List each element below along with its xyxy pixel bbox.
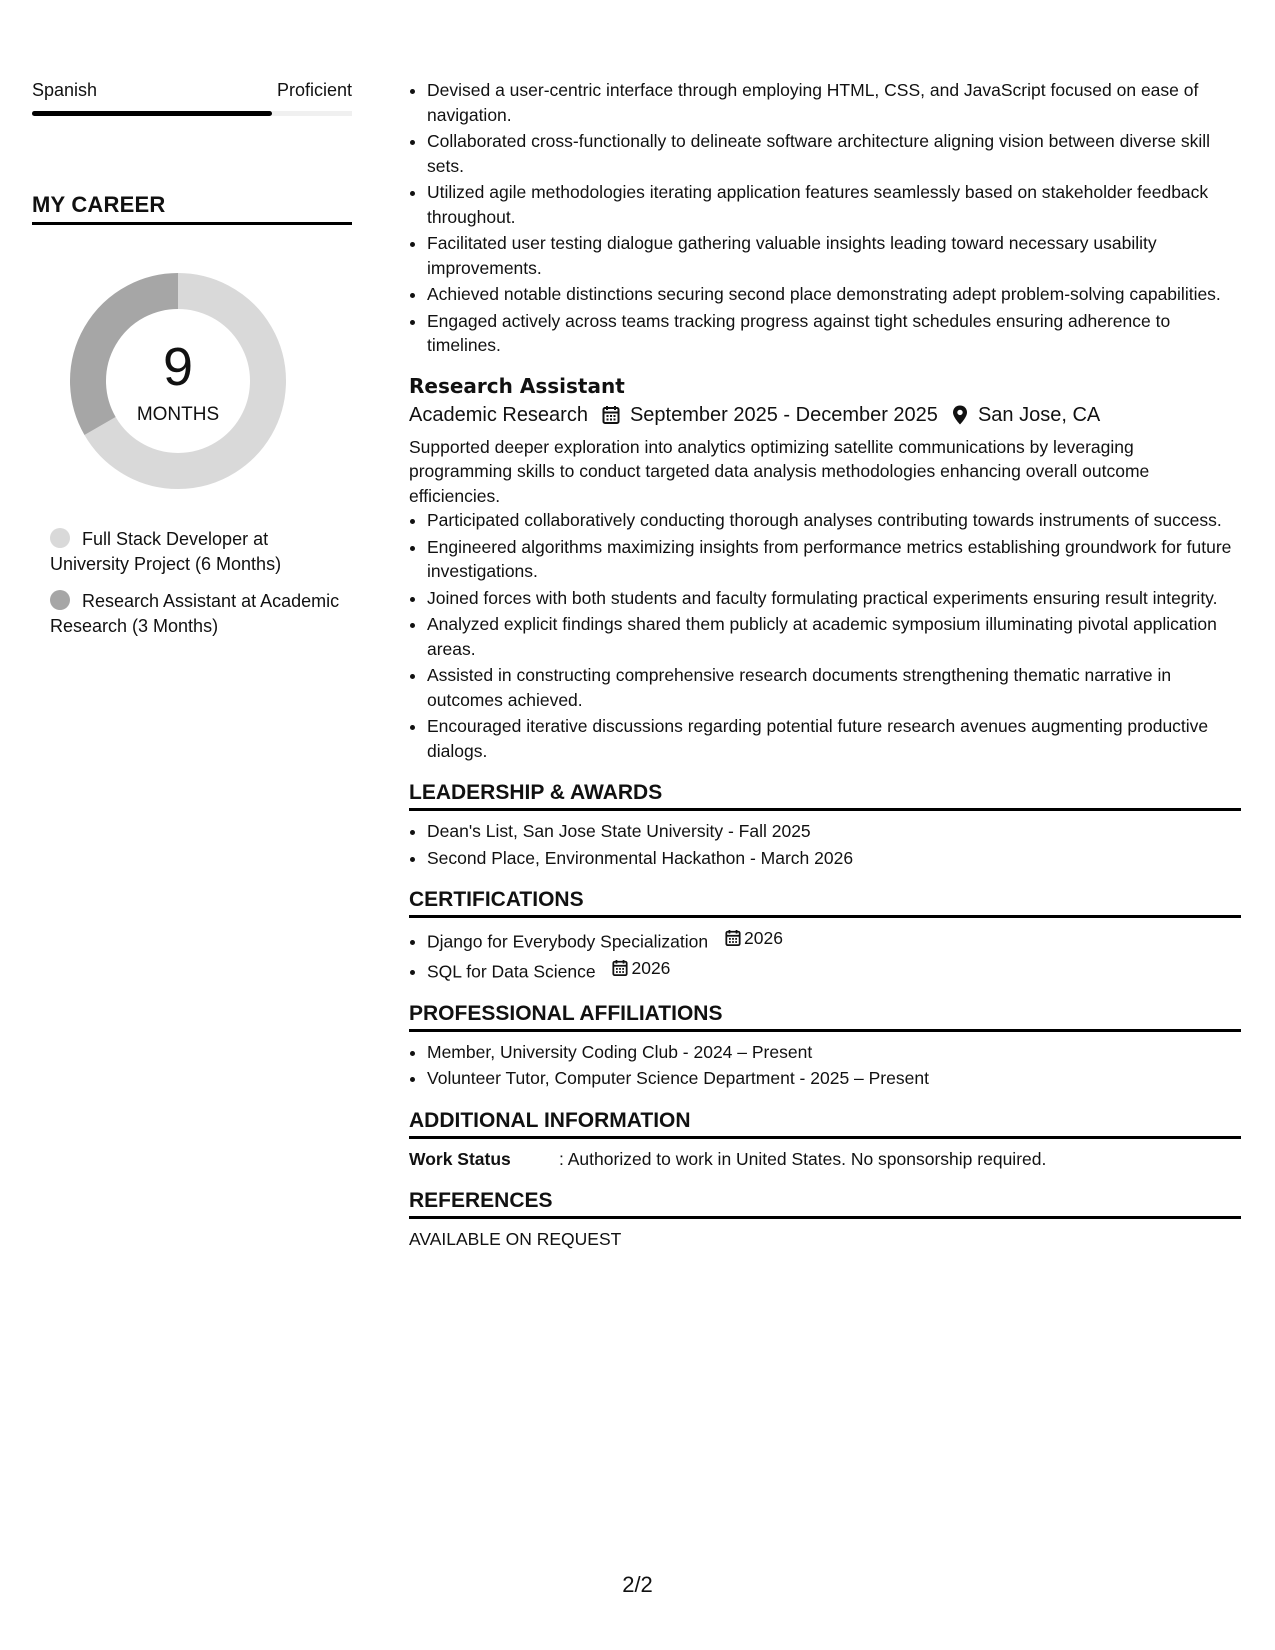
list-item <box>427 956 1241 984</box>
list-item: • Collaborated cross-functionally to delineate software architecture aligning vision between diverse skill sets. <box>427 129 1241 178</box>
calendar-icon <box>725 929 741 947</box>
awards-list <box>409 819 1241 870</box>
left-column <box>32 78 352 651</box>
certifications-heading: CERTIFICATIONS <box>409 888 1241 918</box>
job-bullets <box>409 508 1241 763</box>
legend-label: Full Stack Developer at University Project (6 Months) <box>50 529 282 574</box>
language-name: Spanish <box>32 80 98 100</box>
certification-name: SQL for Data Science <box>427 961 596 981</box>
calendar-icon <box>602 405 620 425</box>
career-donut-chart <box>64 267 292 495</box>
page-number: 2/2 <box>622 1572 653 1597</box>
career-heading: MY CAREER <box>32 192 352 225</box>
list-item: • Participated collaboratively conducting thorough analyses contributing towards instruments of success. <box>427 508 1241 533</box>
job-title: Research Assistant <box>409 373 625 398</box>
list-item: • Devised a user-centric interface through employing HTML, CSS, and JavaScript focused on ease of navigation. <box>427 78 1241 127</box>
list-item <box>427 926 1241 954</box>
location-pin-icon <box>952 405 968 425</box>
list-item: • Second Place, Environmental Hackathon - March 2026 <box>427 846 1241 871</box>
legend-item <box>50 527 350 577</box>
affiliations-heading: PROFESSIONAL AFFILIATIONS <box>409 1002 1241 1032</box>
work-status-label: Work Status <box>409 1148 511 1169</box>
career-legend <box>50 527 350 639</box>
list-item: • Utilized agile methodologies iterating application features seamlessly based on stakeholder feedback throughout. <box>427 180 1241 229</box>
language-row <box>32 78 352 102</box>
right-column <box>409 78 1241 1251</box>
list-item: • Joined forces with both students and faculty formulating practical experiments ensuring result integrity. <box>427 586 1241 611</box>
job-company: Academic Research <box>409 403 588 426</box>
list-item: • Achieved notable distinctions securing second place demonstrating adept problem-solving capabilities. <box>427 282 1241 307</box>
certification-year: 2026 <box>744 928 783 948</box>
previous-job-bullets <box>409 78 1241 358</box>
certifications-list <box>409 926 1241 984</box>
language-level-fill <box>32 111 272 116</box>
affiliations-list <box>409 1040 1241 1091</box>
language-level: Proficient <box>276 80 352 100</box>
certification-year: 2026 <box>631 957 671 978</box>
language-level-bar <box>32 111 352 116</box>
list-item: • Volunteer Tutor, Computer Science Department - 2025 – Present <box>427 1066 1241 1091</box>
additional-info-heading: ADDITIONAL INFORMATION <box>409 1109 1241 1139</box>
job-meta <box>409 404 1241 427</box>
job-description: Supported deeper exploration into analytics optimizing satellite communications by leveraging programming skills to conduct targeted data analysis methodologies enhancing overall outcome efficiencies. <box>409 436 1150 506</box>
job-dates: September 2025 - December 2025 <box>629 403 938 426</box>
list-item: • Dean's List, San Jose State University - Fall 2025 <box>427 819 1241 844</box>
legend-item <box>50 589 350 639</box>
references-text: AVAILABLE ON REQUEST <box>409 1228 622 1249</box>
list-item: • Encouraged iterative discussions regarding potential future research avenues augmenting productive dialogs. <box>427 714 1241 763</box>
legend-dot <box>50 528 70 548</box>
certification-name: Django for Everybody Specialization <box>427 931 709 952</box>
list-item: • Engineered algorithms maximizing insights from performance metrics establishing groundwork for future investigations. <box>427 535 1241 584</box>
career-total-unit: MONTHS <box>136 404 220 425</box>
legend-dot <box>50 590 70 610</box>
list-item: • Facilitated user testing dialogue gathering valuable insights leading toward necessary usability improvements. <box>427 231 1241 280</box>
job-location: San Jose, CA <box>977 403 1101 426</box>
work-status-row <box>409 1147 1241 1171</box>
awards-heading: LEADERSHIP & AWARDS <box>409 781 1241 811</box>
career-total-value: 9 <box>162 337 194 397</box>
calendar-icon <box>612 959 628 977</box>
list-item: • Member, University Coding Club - 2024 – Present <box>427 1040 1241 1065</box>
list-item: • Engaged actively across teams tracking progress against tight schedules ensuring adherence to timelines. <box>427 309 1241 358</box>
legend-label: Research Assistant at Academic Research (3 Months) <box>50 591 340 636</box>
work-status-value: : Authorized to work in United States. No sponsorship required. <box>559 1148 1047 1169</box>
references-heading: REFERENCES <box>409 1189 1241 1219</box>
list-item: • Assisted in constructing comprehensive research documents strengthening thematic narrative in outcomes achieved. <box>427 663 1241 712</box>
list-item: • Analyzed explicit findings shared them publicly at academic symposium illuminating pivotal application areas. <box>427 612 1241 661</box>
